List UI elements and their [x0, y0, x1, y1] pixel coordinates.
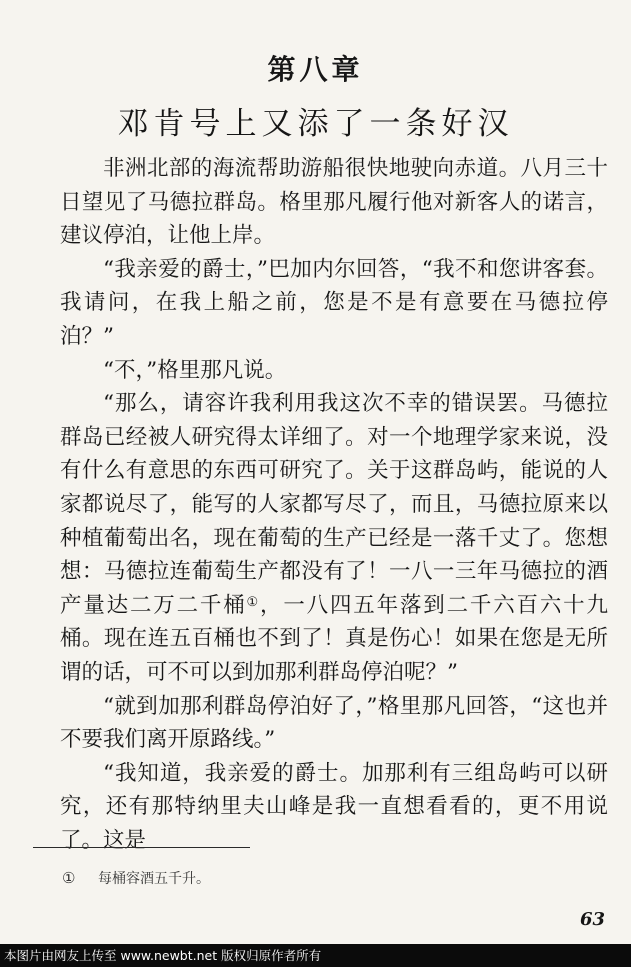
- paragraph: “就到加那利群岛停泊好了，”格里那凡回答，“这也并不要我们离开原路线。”: [60, 693, 608, 753]
- footnote-marker: ①: [62, 869, 76, 887]
- paragraph: [60, 387, 608, 689]
- chapter-title: 邓肯号上又添了一条好汉: [117, 106, 514, 142]
- page-number: 63: [579, 909, 605, 930]
- paragraph: “我亲爱的爵士，”巴加内尔回答，“我不和您讲客套。我请问，在我上船之前，您是不是有意要在马德拉停泊？”: [60, 256, 608, 349]
- chapter-number: 第八章: [267, 53, 364, 86]
- footnote-text: 每桶容酒五千升。: [98, 871, 210, 887]
- footnote-reference: ①: [246, 594, 261, 610]
- body-text: [60, 152, 608, 857]
- paragraph-text: ，一八四五年落到二千六百六十九桶。现在连五百桶也不到了！真是伤心！如果在您是无所谓的话，可不可以到加那利群岛停泊呢？”: [60, 592, 608, 685]
- watermark-banner: 本图片由网友上传至 www.newbt.net 版权归原作者所有: [0, 944, 631, 967]
- paragraph: 非洲北部的海流帮助游船很快地驶向赤道。八月三十日望见了马德拉群岛。格里那凡履行他对新客人的诺言，建议停泊，让他上岸。: [60, 156, 608, 249]
- footnote-divider: [33, 847, 250, 848]
- paragraph: “我知道，我亲爱的爵士。加那利有三组岛屿可以研究，还有那特纳里夫山峰是我一直想看看的，更不用说了。这是: [60, 760, 608, 853]
- paragraph: “不，”格里那凡说。: [103, 357, 287, 383]
- footnote: [62, 868, 210, 888]
- paragraph-text: “那么，请容许我利用我这次不幸的错误罢。马德拉群岛已经被人研究得太详细了。对一个地理学家来说，没有什么有意思的东西可研究了。关于这群岛屿，能说的人家都说尽了，能写的人家都写尽了，而且，马德拉原来以种植葡萄出名，现在葡萄的生产已经是一落千丈了。您想想：马德拉连葡萄生产都没有了！一八一三年马德拉的酒产量达二万二千桶: [60, 391, 608, 618]
